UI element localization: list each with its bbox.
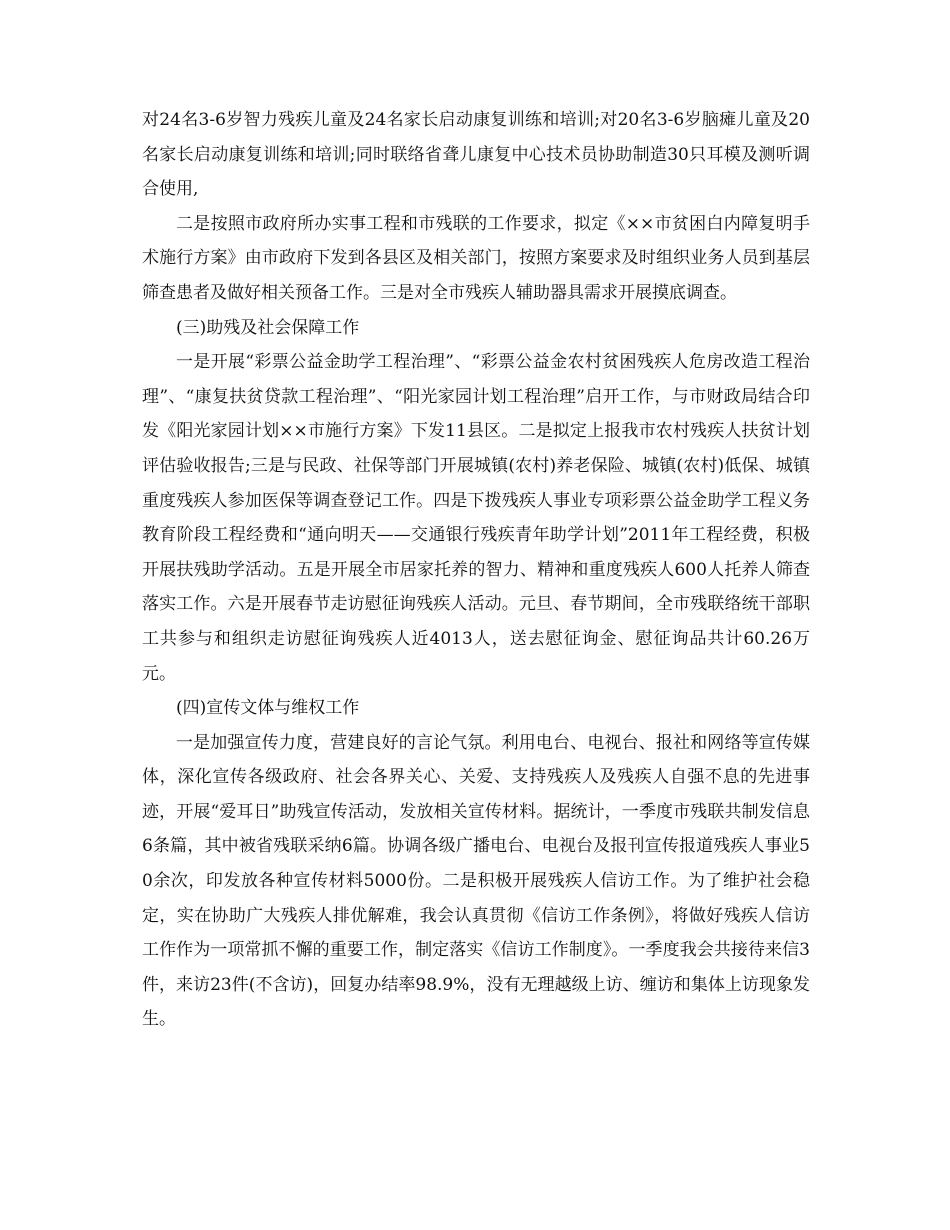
paragraph-2: 二是按照市政府所办实事工程和市残联的工作要求，拟定《××市贫困白内障复明手术施行方案》由市政府下发到各县区及相关部门，按照方案要求及时组织业务人员到基层筛查患者及做好相关预备工作。三是对全市残疾人辅助器具需求开展摸底调查。 — [142, 213, 810, 303]
paragraph-3: 一是开展“彩票公益金助学工程治理”、“彩票公益金农村贫困残疾人危房改造工程治理”、“康复扶贫贷款工程治理”、“阳光家园计划工程治理”启开工作，与市财政局结合印发《阳光家园计划××市施行方案》下发11县区。二是拟定上报我市农村残疾人扶贫计划评估验收报告;三是与民政、社保等部门开展城镇(农村)养老保险、城镇(农村)低保、城镇重度残疾人参加医保等调查登记工作。四是下拨残疾人事业专项彩票公益金助学工程义务教育阶段工程经费和“通向明天——交通银行残疾青年助学计划”2011年工程经费，积极开展扶残助学活动。五是开展全市居家托养的智力、精神和重度残疾人600人托养人筛查落实工作。六是开展春节走访慰征询残疾人活动。元旦、春节期间，全市残联络统干部职工共参与和组织走访慰征询残疾人近4013人，送去慰征询金、慰征询品共计60.26万元。 — [142, 352, 810, 684]
document-page — [142, 103, 810, 1037]
paragraph-1: 对24名3-6岁智力残疾儿童及24名家长启动康复训练和培训;对20名3-6岁脑瘫儿童及20名家长启动康复训练和培训;同时联络省聋儿康复中心技术员协助制造30只耳模及测听调合使用, — [142, 110, 810, 200]
section-heading-3: (三)助残及社会保障工作 — [176, 317, 360, 338]
section-heading-4: (四)宣传文体与维权工作 — [176, 698, 360, 719]
paragraph-4: 一是加强宣传力度，营建良好的言论气氛。利用电台、电视台、报社和网络等宣传媒体，深化宣传各级政府、社会各界关心、关爱、支持残疾人及残疾人自强不息的先进事迹，开展“爱耳日”助残宣传活动，发放相关宣传材料。据统计，一季度市残联共制发信息6条篇，其中被省残联采纳6篇。协调各级广播电台、电视台及报刊宣传报道残疾人事业50余次，印发放各种宣传材料5000份。二是积极开展残疾人信访工作。为了维护社会稳定，实在协助广大残疾人排优解难，我会认真贯彻《信访工作条例》，将做好残疾人信访工作作为一项常抓不懈的重要工作，制定落实《信访工作制度》。一季度我会共接待来信3件，来访23件(不含访)，回复办结率98.9%，没有无理越级上访、缠访和集体上访现象发生。 — [142, 732, 810, 1030]
